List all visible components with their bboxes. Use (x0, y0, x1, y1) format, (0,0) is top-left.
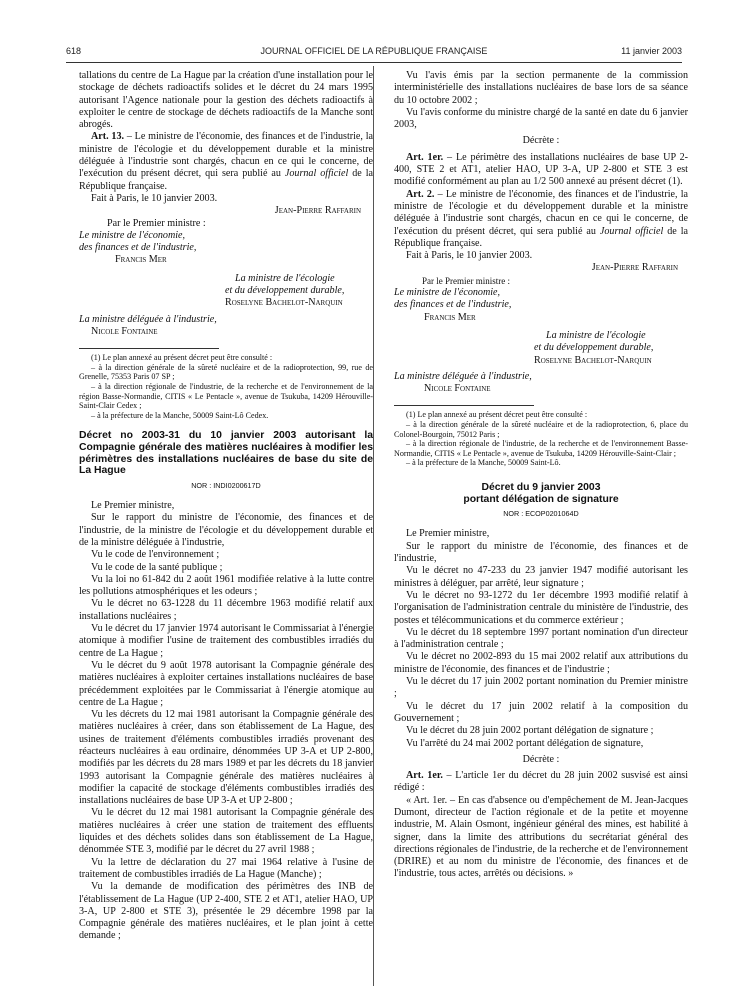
left-column (79, 70, 373, 943)
decree-2-title-line-1: Décret du 9 janvier 2003 (481, 481, 601, 493)
footnote (394, 410, 688, 468)
article-13-journal: Journal officiel (284, 168, 349, 180)
column-divider (373, 66, 374, 986)
footnote (79, 353, 373, 420)
minister-ecology-title-2: et du développement durable, (225, 285, 345, 297)
minister-industry-title: La ministre déléguée à l'industrie, (394, 370, 532, 382)
paragraph: Sur le rapport du ministre de l'économie, des finances et de l'industrie, (394, 540, 688, 565)
minister-industry-title: La ministre déléguée à l'industrie, (79, 313, 217, 325)
continued-paragraph: tallations du centre de La Hague par la création d'une installation pour le stockage de déchets radioactifs solides et le décret du 24 mars 1995 autorisant l'Agence nationale pour la gestion des déchets radioactifs à exploiter le centre de stockage de déchets radioactifs de la Manche sont abrogés. (79, 70, 373, 131)
article-13-end: de la République française. (79, 168, 373, 192)
decree-2-nor: NOR : ECOP0201064D (503, 509, 579, 519)
minister-ecology-title-1: La ministre de l'écologie (546, 329, 646, 341)
paragraph: Vu le décret du 18 septembre 1997 portant nomination d'un directeur à l'administration centrale ; (394, 626, 688, 651)
footnote-line: – à la direction régionale de l'industrie, de la recherche et de l'environnement Basse-Normandie, CITIS « Le Pentacle », avenue de Tsukuba, 14209 Hérouville-Saint-Clair ; (394, 439, 688, 458)
journal-title: JOURNAL OFFICIEL DE LA RÉPUBLIQUE FRANÇAISE (260, 46, 488, 56)
paragraph: Vu le décret no 47-233 du 23 janvier 1947 modifié autorisant les ministres à déléguer, par arrêté, leur signature ; (394, 565, 688, 589)
minister-industry-name: Nicole Fontaine (424, 383, 491, 395)
footnote-line: – à la direction régionale de l'industrie, de la recherche et de l'environnement de la région Basse-Normandie, CITIS « Le Pentacle », avenue de Tsukuba, 14209 Hérouville-Saint-Clair Cedex ; (79, 382, 373, 411)
right-column (394, 70, 688, 881)
footnote-line: – à la préfecture de la Manche, 50009 Saint-Lô Cedex. (91, 410, 269, 420)
page-header (66, 46, 682, 60)
article-1-delegation (394, 770, 688, 795)
minister-industry-name: Nicole Fontaine (91, 325, 158, 337)
article-13-label: Art. 13. (91, 131, 125, 143)
minister-economy-name: Francis Mer (115, 254, 167, 266)
article-2-text: – Le ministre de l'économie, des finances et de l'industrie, la ministre de l'écologie et du développement durable et la ministre déléguée à l'industrie sont chargés, chacun en ce qui le concerne, de l'exécution du présent décret, qui sera publié au (394, 188, 689, 237)
decree-nor: NOR : INDI0200617D (191, 480, 261, 490)
paragraph: Vu l'arrêté du 24 mai 2002 portant délégation de signature, (406, 737, 644, 749)
minister-ecology-name: Roselyne Bachelot-Narquin (534, 354, 652, 366)
minister-ecology-title-2: et du développement durable, (534, 342, 654, 354)
par-le-premier-ministre: Par le Premier ministre : (107, 217, 206, 229)
paragraph: Vu le décret no 2002-893 du 15 mai 2002 relatif aux attributions du ministre de l'économie, des finances et de l'industrie ; (394, 651, 688, 675)
paragraph: Vu le décret no 63-1228 du 11 décembre 1963 modifié relatif aux installations nucléaires ; (79, 598, 373, 622)
paragraph: Vu la lettre de déclaration du 27 mai 1964 relative à l'usine de traitement de combustibles irradiés de La Hague (Manche) ; (79, 856, 373, 880)
article-1 (394, 152, 688, 189)
article-1-delegation-label: Art. 1er. (406, 770, 443, 782)
paragraph: Vu le décret du 17 juin 2002 relatif à la composition du Gouvernement ; (394, 700, 688, 724)
paragraph: Vu le décret du 12 mai 1981 autorisant la Compagnie générale des matières nucléaires à créer une station de traitement des effluents liquides et des déchets solides dans son établissement de La Hague, dénommée STE 3, modifié par le décret du 27 avril 1988 ; (79, 807, 373, 856)
paragraph: Vu le décret no 93-1272 du 1er décembre 1993 modifié relatif à l'organisation de l'administration centrale du ministère de l'industrie, des postes et télécommunications et du commerce extérieur ; (394, 589, 688, 626)
minister-economy-title-2: des finances et de l'industrie, (394, 299, 512, 311)
minister-economy-name: Francis Mer (424, 311, 476, 323)
paragraph: Vu la demande de modification des périmètres des INB de l'établissement de La Hague (UP 2-400, STE 2 et AT1, atelier HAO, UP 3-A, UP 2-800 et STE 3), présentée le 29 décembre 1998 par la Compagnie générale des matières nucléaires, et le plan joint à cette demande ; (79, 881, 373, 942)
paragraph: Vu le code de la santé publique ; (91, 561, 223, 573)
minister-ecology-title-1: La ministre de l'écologie (235, 272, 335, 284)
article-2 (394, 189, 688, 250)
article-1-delegation-text: – L'article 1er du décret du 28 juin 2002 susvisé est ainsi rédigé : (394, 770, 688, 794)
paragraph: Vu l'avis conforme du ministre chargé de la santé en date du 6 janvier 2003, (394, 106, 688, 131)
page-number: 618 (66, 46, 82, 56)
paragraph: Vu le décret du 17 juin 2002 portant nomination du Premier ministre ; (394, 676, 688, 700)
quoted-article: « Art. 1er. – En cas d'absence ou d'empêchement de M. Jean-Jacques Dumont, directeur de l'action régionale et de la petite et moyenne industrie, M. Alain Osmont, ingénieur général des mines, est habilité à signer, dans la limite des attributions du secrétariat général des directions régionales de l'industrie, de la recherche et de l'environnement (DRIRE) et au nom du ministre de l'économie, des finances et de l'industrie, tous actes, arrêtés ou décisions. » (394, 794, 688, 880)
paragraph: Vu le décret du 9 août 1978 autorisant la Compagnie générale des matières nucléaires à exploiter certaines installations nucléaires de base précédemment exploitées par le Commissariat à l'énergie atomique au centre de La Hague ; (79, 659, 373, 708)
paragraph: Vu le décret du 28 juin 2002 portant délégation de signature ; (406, 725, 654, 737)
fait-a-paris: Fait à Paris, le 10 janvier 2003. (406, 250, 533, 262)
paragraph: Le Premier ministre, (91, 500, 175, 512)
paragraph: Vu les décrets du 12 mai 1981 autorisant la Compagnie générale des matières nucléaires à créer, dans son établissement de La Hague, des usines de traitement d'éléments combustibles irradiés provenant des réacteurs nucléaires à eau ordinaire, dénommées UP 3-A et UP 2-800, modifiés par les décrets du 28 mars 1989 et par les décrets du 18 janvier 1993 autorisant la Compagnie générale des matières nucléaires à modifier la capacité de stockage d'éléments combustibles irradiés des installations nucléaires de base UP 3-A et UP 2-800 ; (79, 709, 373, 807)
paragraph: Vu la loi no 61-842 du 2 août 1961 modifiée relative à la lutte contre les pollutions atmosphériques et les odeurs ; (79, 573, 373, 598)
decrete-heading: Décrète : (522, 135, 560, 147)
signatures-block (79, 205, 373, 338)
minister-economy-title-1: Le ministre de l'économie, (79, 229, 186, 241)
footnote-line: (1) Le plan annexé au présent décret peut être consulté : (406, 410, 588, 420)
par-le-premier-ministre: Par le Premier ministre : (422, 275, 510, 286)
paragraph: Le Premier ministre, (406, 528, 490, 540)
prime-minister-name: Jean-Pierre Raffarin (274, 205, 361, 217)
footnote-line: – à la direction générale de la sûreté nucléaire et de la radioprotection, 99, rue de Grenelle, 75353 Paris 07 SP ; (79, 362, 373, 382)
article-13-text: – Le ministre de l'économie, des finances et de l'industrie, la ministre de l'écologie et du développement durable et la ministre déléguée à l'industrie sont chargés, chacun en ce qui le concerne, de l'exécution du présent décret, qui sera publié au (79, 131, 374, 180)
issue-date: 11 janvier 2003 (621, 46, 682, 56)
signatures-block (394, 262, 688, 395)
fait-a-paris: Fait à Paris, le 10 janvier 2003. (91, 192, 218, 204)
decrete-heading-2: Décrète : (522, 753, 560, 765)
minister-economy-title-1: Le ministre de l'économie, (394, 287, 501, 299)
footnote-line: – à la direction générale de la sûreté nucléaire et de la radioprotection, 6, place du Colonel-Bourgoin, 75012 Paris ; (394, 420, 688, 439)
paragraph: Sur le rapport du ministre de l'économie, des finances et de l'industrie, de la ministre de l'écologie et du développement durable et de la ministre déléguée à l'industrie, (79, 512, 373, 548)
prime-minister-name: Jean-Pierre Raffarin (591, 262, 678, 274)
paragraph: Vu le décret du 17 janvier 1974 autorisant le Commissariat à l'énergie atomique à modifier l'usine de traitement des combustibles irradiés du centre de La Hague ; (79, 623, 373, 659)
article-1-label: Art. 1er. (406, 151, 444, 163)
article-2-journal: Journal officiel (599, 225, 664, 237)
decree-2-title-line-2: portant délégation de signature (463, 493, 619, 505)
article-2-end: de la République française. (394, 225, 688, 249)
article-1-text: – Le périmètre des installations nucléaires de base UP 2-400, STE 2 et AT1, atelier HAO, UP 3-A, UP 2-800 et STE 3 est modifié conformément au plan au 1/2 500 annexé au présent décret (1). (394, 151, 688, 188)
minister-ecology-name: Roselyne Bachelot-Narquin (225, 297, 343, 309)
article-13 (79, 131, 373, 192)
footnote-line: (1) Le plan annexé au présent décret peut être consulté : (91, 353, 273, 363)
paragraph: Vu l'avis émis par la section permanente de la commission interministérielle des installations nucléaires de base lors de sa séance du 10 octobre 2002 ; (394, 70, 688, 106)
paragraph: Vu le code de l'environnement ; (91, 549, 220, 561)
footnote-line: – à la préfecture de la Manche, 50009 Saint-Lô. (406, 458, 561, 468)
article-2-label: Art. 2. (406, 188, 435, 200)
decree-title: Décret no 2003-31 du 10 janvier 2003 autorisant la Compagnie générale des matières nucléaires à modifier les périmètres des installations nucléaires de base du site de La Hague (79, 430, 373, 477)
header-rule (66, 62, 682, 63)
minister-economy-title-2: des finances et de l'industrie, (79, 242, 197, 254)
